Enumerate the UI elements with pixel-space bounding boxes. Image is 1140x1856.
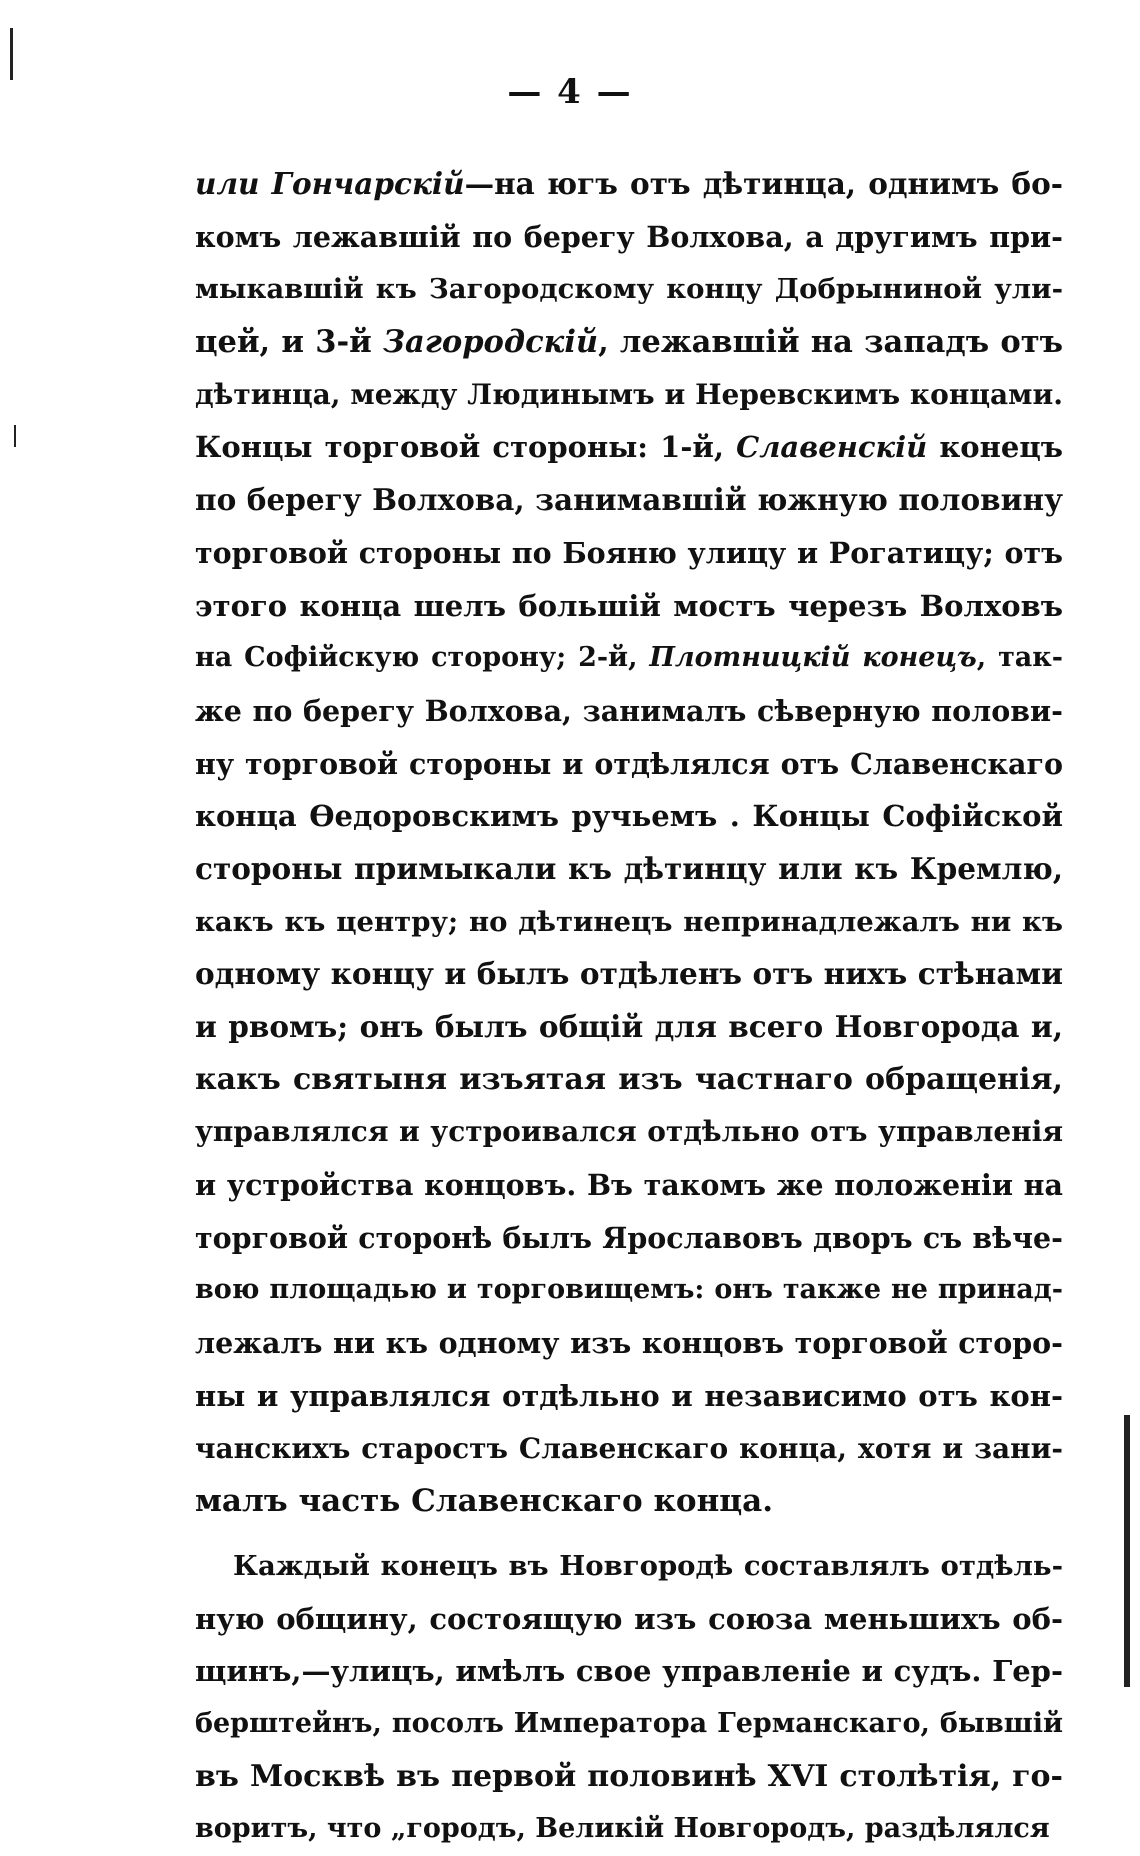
- text-segment: чанскихъ старостъ Славенскаго конца, хотя и зани-: [195, 1431, 1063, 1465]
- text-segment: ну торговой стороны и отдѣлялся отъ Славенскаго: [195, 746, 1063, 781]
- text-line: [195, 527, 1063, 580]
- scan-mark-left: [10, 28, 13, 80]
- text-segment: комъ лежавшій по берегу Волхова, а другимъ при-: [195, 219, 1063, 254]
- text-line: [195, 1540, 1063, 1593]
- text-line: [195, 1264, 1063, 1317]
- text-line: [195, 843, 1063, 896]
- text-segment: стороны примыкали къ дѣтинцу или къ Кремлю,: [195, 850, 1063, 886]
- text-segment: въ Москвѣ въ первой половинѣ XVI столѣтія, го-: [195, 1758, 1063, 1794]
- text-line: [195, 1054, 1063, 1107]
- text-line: [195, 948, 1063, 1001]
- text-line: [195, 474, 1063, 527]
- scan-mark-right: [1124, 1415, 1130, 1687]
- text-line: [195, 1593, 1063, 1646]
- text-line: [195, 211, 1063, 264]
- text-line: [195, 896, 1063, 949]
- text-line: [195, 1001, 1063, 1054]
- text-segment: же по берегу Волхова, занималъ сѣверную полови-: [195, 693, 1063, 728]
- page-number: — 4 —: [507, 72, 633, 112]
- text-segment: вою площадью и торговищемъ: онъ также не принад-: [195, 1274, 1063, 1306]
- text-segment: конецъ: [927, 430, 1064, 465]
- text-segment: малъ часть Славенскаго конца.: [195, 1483, 774, 1520]
- text-segment: ны и управлялся отдѣльно и независимо отъ кон-: [195, 1378, 1063, 1413]
- text-segment: воритъ, что „городъ, Великій Новгородъ, раздѣлялся: [195, 1813, 1050, 1845]
- text-line: [195, 1698, 1063, 1751]
- body-text: [195, 158, 1063, 1856]
- text-segment: на Софійскую сторону; 2-й,: [195, 642, 650, 674]
- text-segment: одному концу и былъ отдѣленъ отъ нихъ стѣнами: [195, 956, 1063, 992]
- text-segment: какъ къ центру; но дѣтинецъ непринадлежалъ ни къ: [195, 905, 1063, 938]
- text-segment: —на югъ отъ дѣтинца, однимъ бо-: [464, 166, 1064, 201]
- text-segment: дѣтинца, между Людинымъ и Неревскимъ концами.: [195, 377, 1063, 411]
- text-segment: и устройства концовъ. Въ такомъ же положеніи на: [195, 1168, 1063, 1203]
- italic-term: Плотницкій конецъ: [649, 642, 977, 674]
- text-segment: мыкавшій къ Загородскому концу Добрыниной ули-: [195, 273, 1063, 306]
- text-line: [195, 316, 1063, 369]
- text-line: [195, 632, 1063, 685]
- text-segment: по берегу Волхова, занимавшій южную половину: [195, 482, 1063, 518]
- text-line: [195, 421, 1063, 474]
- italic-term: или Гончарскій: [195, 166, 465, 201]
- text-line: [195, 1475, 1063, 1528]
- text-segment: этого конца шелъ большій мостъ черезъ Волховъ: [195, 588, 1063, 623]
- text-segment: конца Ѳедоровскимъ ручьемъ . Концы Софійской: [195, 799, 1063, 834]
- text-line: [195, 738, 1063, 791]
- text-segment: , лежавшій на западъ отъ: [598, 324, 1063, 361]
- text-line: [195, 685, 1063, 738]
- text-segment: лежалъ ни къ одному изъ концовъ торговой сторо-: [195, 1326, 1063, 1361]
- text-segment: торговой сторонѣ былъ Ярославовъ дворъ съ вѣче-: [195, 1220, 1063, 1255]
- text-segment: Каждый конецъ въ Новгородѣ составлялъ отдѣль-: [233, 1549, 1063, 1582]
- text-line: [195, 1803, 1063, 1856]
- text-segment: Концы торговой стороны: 1-й,: [195, 430, 737, 465]
- text-line: [195, 1106, 1063, 1159]
- text-segment: щинъ,—улицъ, имѣлъ свое управленіе и судъ. Гер-: [195, 1654, 1063, 1689]
- italic-term: Славенскій: [736, 430, 928, 465]
- text-line: [195, 790, 1063, 843]
- text-line: [195, 158, 1063, 211]
- text-segment: и рвомъ; онъ былъ общій для всего Новгорода и,: [195, 1009, 1063, 1044]
- text-line: [195, 1159, 1063, 1212]
- text-line: [195, 1751, 1063, 1804]
- text-segment: ную общину, состоящую изъ союза меньшихъ об-: [195, 1601, 1063, 1636]
- text-segment: управлялся и устроивался отдѣльно отъ управленія: [195, 1115, 1063, 1149]
- text-line: [195, 369, 1063, 422]
- text-line: [195, 580, 1063, 633]
- italic-term: Загородскій: [382, 324, 599, 361]
- text-segment: торговой стороны по Бояню улицу и Рогатицу; отъ: [195, 535, 1063, 570]
- text-segment: берштейнъ, посолъ Императора Германскаго, бывшій: [195, 1707, 1063, 1739]
- text-line: [195, 1423, 1063, 1476]
- text-line: [195, 1370, 1063, 1423]
- text-segment: цей, и 3-й: [195, 324, 383, 361]
- text-line: [195, 1645, 1063, 1698]
- scan-mark-left-2: [14, 425, 16, 447]
- text-line: [195, 1317, 1063, 1370]
- text-line: [195, 1212, 1063, 1265]
- text-line: [195, 263, 1063, 316]
- text-segment: какъ святыня изъятая изъ частнаго обращенія,: [195, 1061, 1063, 1097]
- text-segment: , так-: [976, 642, 1063, 674]
- paragraph-gap: [195, 1528, 1063, 1540]
